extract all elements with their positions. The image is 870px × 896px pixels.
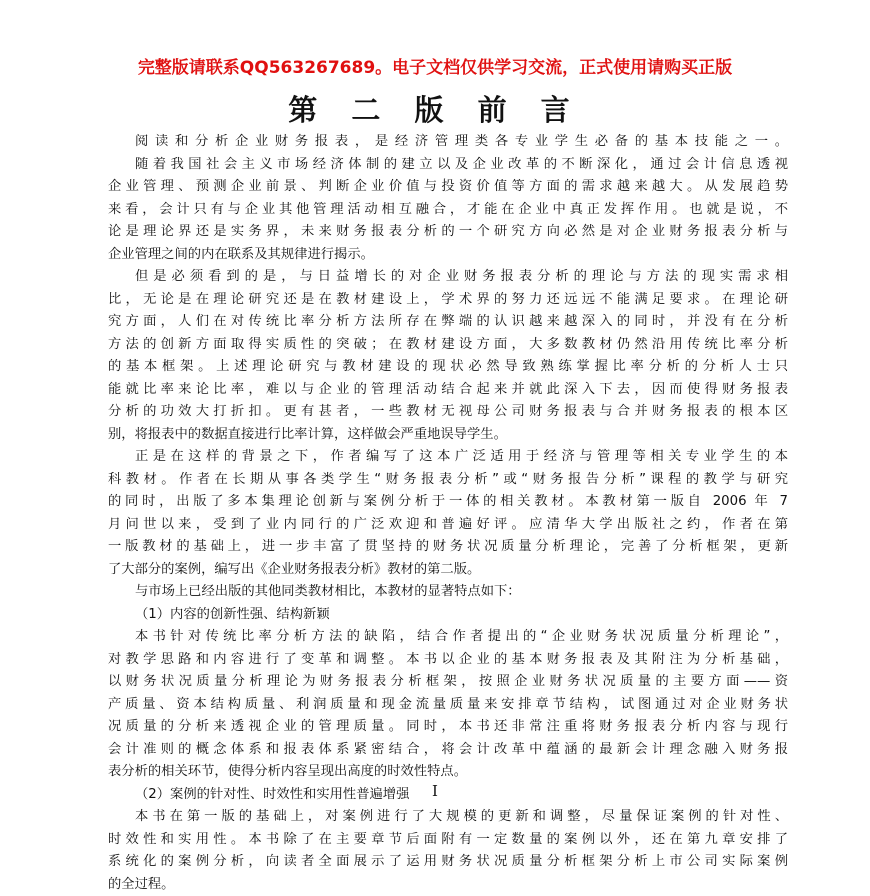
text-line: 了大部分的案例，编写出《企业财务报表分析》教材的第二版。 <box>108 559 788 582</box>
text-line: 况质量的分析来透视企业的管理质量。同时，本书还非常注重将财务报表分析内容与现行 <box>108 716 788 739</box>
text-line: 究方面，人们在对传统比率分析方法所存在弊端的认识越来越深入的同时，并没有在分析 <box>108 311 788 334</box>
text-line: 企业管理之间的内在联系及其规律进行揭示。 <box>108 244 788 267</box>
text-line: 分析的功效大打折扣。更有甚者，一些教材无视母公司财务报表与合并财务报表的根本区 <box>108 401 788 424</box>
text-line: 别，将报表中的数据直接进行比率计算，这样做会严重地误导学生。 <box>108 424 788 447</box>
text-line: 论是理论界还是实务界，未来财务报表分析的一个研究方向必然是对企业财务报表分析与 <box>108 221 788 244</box>
text-line: 正是在这样的背景之下，作者编写了这本广泛适用于经济与管理等相关专业学生的本 <box>108 446 788 469</box>
text-line: 本书针对传统比率分析方法的缺陷，结合作者提出的“企业财务状况质量分析理论”， <box>108 626 788 649</box>
section-heading: （2）案例的针对性、时效性和实用性普遍增强 <box>108 784 788 807</box>
text-line: 能就比率来论比率，难以与企业的管理活动结合起来并就此深入下去，因而使得财务报表 <box>108 379 788 402</box>
text-line: 但是必须看到的是，与日益增长的对企业财务报表分析的理论与方法的现实需求相 <box>108 266 788 289</box>
text-line: 的基本框架。上述理论研究与教材建设的现状必然导致熟练掌握比率分析的分析人士只 <box>108 356 788 379</box>
section-heading: （1）内容的创新性强、结构新颖 <box>108 604 788 627</box>
watermark-banner: 完整版请联系QQ563267689。电子文档仅供学习交流，正式使用请购买正版 <box>0 56 870 80</box>
text-line: 本书在第一版的基础上，对案例进行了大规模的更新和调整，尽量保证案例的针对性、 <box>108 806 788 829</box>
text-line: 月问世以来，受到了业内同行的广泛欢迎和普遍好评。应清华大学出版社之约，作者在第 <box>108 514 788 537</box>
text-line: 企业管理、预测企业前景、判断企业价值与投资价值等方面的需求越来越大。从发展趋势 <box>108 176 788 199</box>
text-line: 阅读和分析企业财务报表，是经济管理类各专业学生必备的基本技能之一。 <box>108 131 788 154</box>
page-number: I <box>0 781 870 801</box>
text-line: 以财务状况质量分析理论为财务报表分析框架，按照企业财务状况质量的主要方面——资 <box>108 671 788 694</box>
page-title: 第 二 版 前 言 <box>0 90 870 130</box>
text-line: 来看，会计只有与企业其他管理活动相互融合，才能在企业中真正发挥作用。也就是说，不 <box>108 199 788 222</box>
text-line: 方法的创新方面取得实质性的突破；在教材建设方面，大多数教材仍然沿用传统比率分析 <box>108 334 788 357</box>
text-line: 产质量、资本结构质量、利润质量和现金流量质量来安排章节结构，试图通过对企业财务状 <box>108 694 788 717</box>
text-line: 随着我国社会主义市场经济体制的建立以及企业改革的不断深化，通过会计信息透视 <box>108 154 788 177</box>
text-line: 与市场上已经出版的其他同类教材相比，本教材的显著特点如下： <box>108 581 788 604</box>
text-line: 会计准则的概念体系和报表体系紧密结合，将会计改革中蕴涵的最新会计理念融入财务报 <box>108 739 788 762</box>
text-line: 表分析的相关环节，使得分析内容呈现出高度的时效性特点。 <box>108 761 788 784</box>
text-line: 时效性和实用性。本书除了在主要章节后面附有一定数量的案例以外，还在第九章安排了 <box>108 829 788 852</box>
text-line: 的全过程。 <box>108 874 788 896</box>
text-line: 一版教材的基础上，进一步丰富了贯坚持的财务状况质量分析理论，完善了分析框架，更新 <box>108 536 788 559</box>
text-line: 对教学思路和内容进行了变革和调整。本书以企业的基本财务报表及其附注为分析基础， <box>108 649 788 672</box>
text-line: 系统化的案例分析，向读者全面展示了运用财务状况质量分析框架分析上市公司实际案例 <box>108 851 788 874</box>
text-line: 科教材。作者在长期从事各类学生“财务报表分析”或“财务报告分析”课程的教学与研究 <box>108 469 788 492</box>
text-line: 比，无论是在理论研究还是在教材建设上，学术界的努力还远远不能满足要求。在理论研 <box>108 289 788 312</box>
text-line: 的同时，出版了多本集理论创新与案例分析于一体的相关教材。本教材第一版自 2006 年 7 <box>108 491 788 514</box>
